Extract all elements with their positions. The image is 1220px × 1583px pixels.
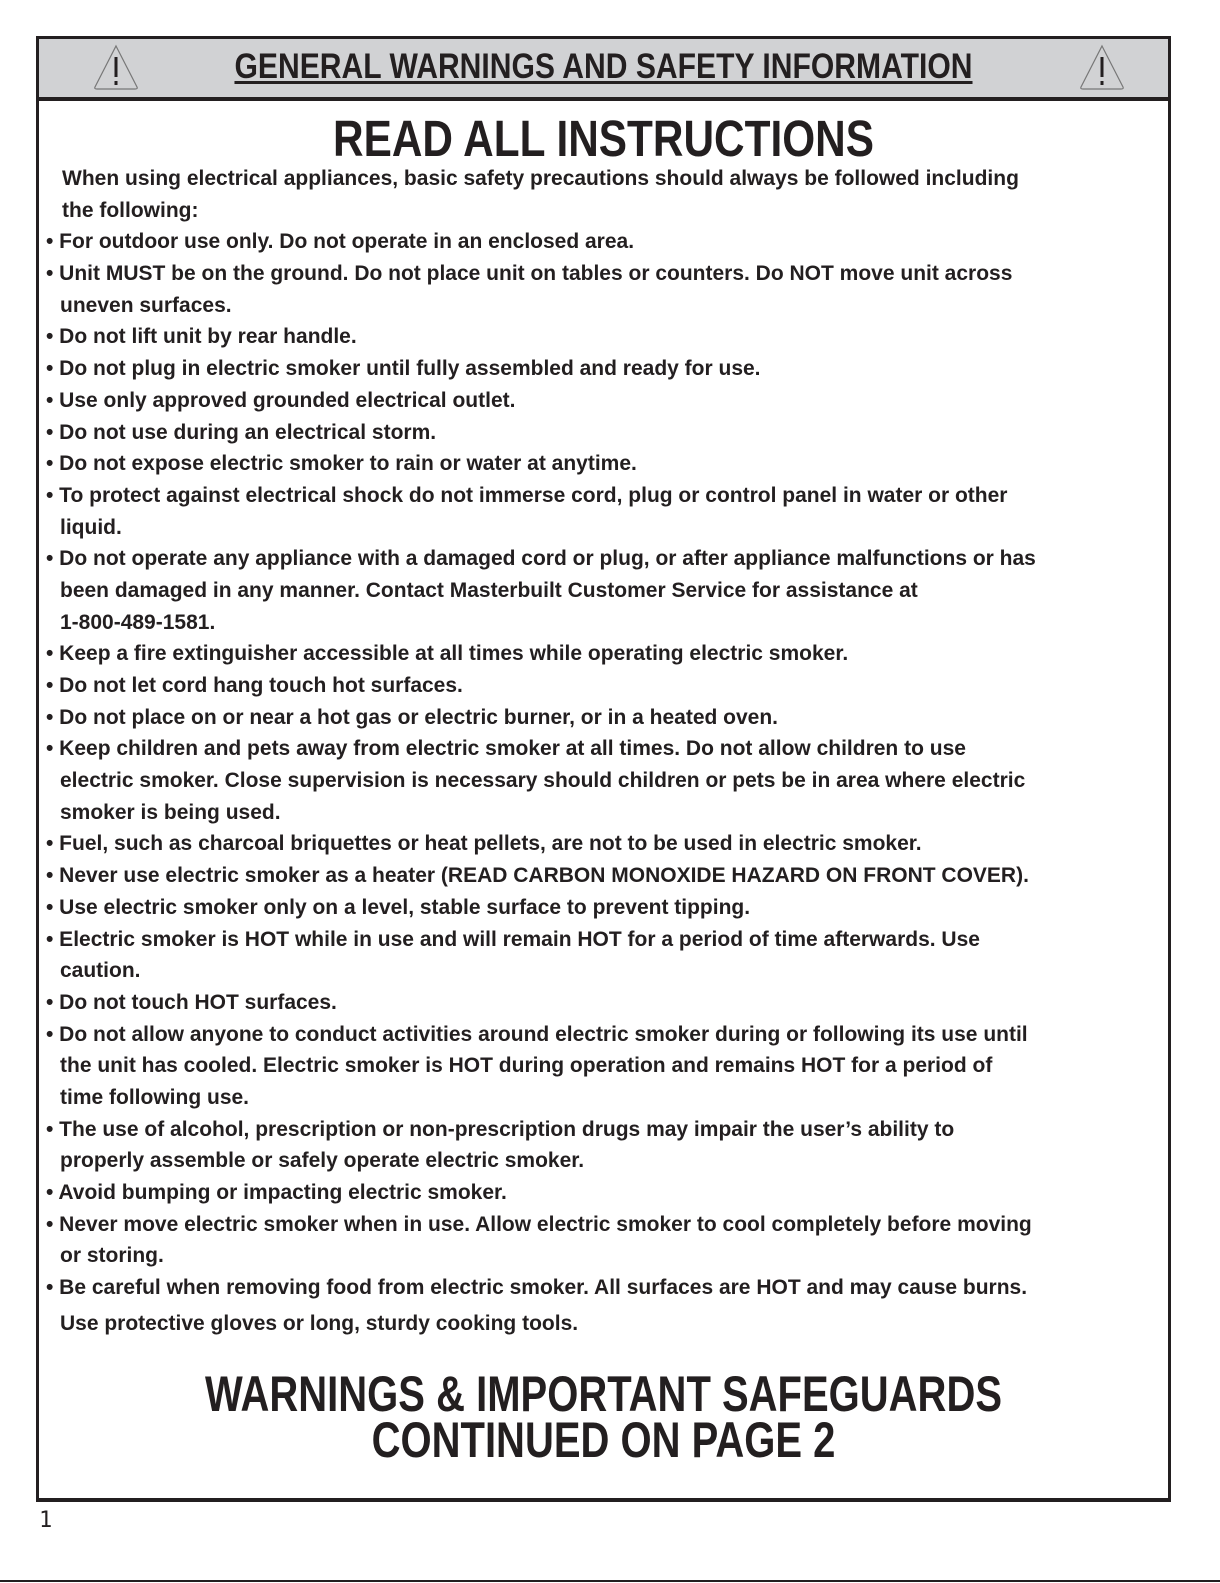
safety-item-line: the unit has cooled. Electric smoker is HOT during operation and remains HOT for a period of bbox=[60, 1054, 993, 1078]
safety-item-line: • Unit MUST be on the ground. Do not place unit on tables or counters. Do NOT move unit across bbox=[46, 262, 1013, 286]
safety-item-line: • Use electric smoker only on a level, stable surface to prevent tipping. bbox=[46, 895, 751, 919]
safety-item-line: time following use. bbox=[60, 1085, 250, 1109]
safety-item-line: • Do not touch HOT surfaces. bbox=[46, 990, 337, 1014]
safety-item-line: been damaged in any manner. Contact Masterbuilt Customer Service for assistance at bbox=[60, 578, 918, 602]
safety-item bbox=[46, 733, 1168, 828]
safety-item bbox=[46, 543, 1168, 638]
safety-item bbox=[46, 321, 1168, 353]
safety-item bbox=[46, 448, 1168, 480]
safety-item-line: smoker is being used. bbox=[60, 800, 281, 824]
safety-item bbox=[46, 828, 1168, 860]
safety-item bbox=[46, 860, 1168, 892]
warning-triangle-icon bbox=[1077, 43, 1127, 91]
safety-list bbox=[46, 163, 1168, 1339]
continued-notice-line: WARNINGS & IMPORTANT SAFEGUARDS bbox=[204, 1366, 1003, 1422]
safety-item-line: • Fuel, such as charcoal briquettes or heat pellets, are not to be used in electric smoker. bbox=[46, 832, 922, 856]
continued-notice bbox=[152, 1366, 1055, 1468]
safety-item bbox=[46, 385, 1168, 417]
safety-item-line: • Keep children and pets away from electric smoker at all times. Do not allow children to use bbox=[46, 737, 966, 761]
safety-item-line: liquid. bbox=[60, 515, 122, 539]
safety-item bbox=[46, 702, 1168, 734]
safety-item-line: • For outdoor use only. Do not operate in an enclosed area. bbox=[46, 230, 635, 254]
safety-item bbox=[46, 670, 1168, 702]
safety-item-line: 1-800-489-1581. bbox=[60, 610, 216, 634]
safety-item-line: • Be careful when removing food from electric smoker. All surfaces are HOT and may cause burns. bbox=[46, 1276, 1028, 1300]
safety-item-line: • Do not operate any appliance with a damaged cord or plug, or after appliance malfunctions or has bbox=[46, 547, 1036, 571]
safety-item-line: • To protect against electrical shock do not immerse cord, plug or control panel in water or other bbox=[46, 483, 1008, 507]
page-divider bbox=[0, 1580, 1220, 1582]
safety-item bbox=[46, 258, 1168, 321]
safety-item bbox=[46, 226, 1168, 258]
safety-item bbox=[46, 1019, 1168, 1114]
safety-item bbox=[46, 1272, 1168, 1339]
safety-item-line: • The use of alcohol, prescription or non-prescription drugs may impair the user’s ability to bbox=[46, 1117, 955, 1141]
safety-item bbox=[46, 1177, 1168, 1209]
safety-item-line: • Do not lift unit by rear handle. bbox=[46, 325, 357, 349]
safety-item-line: • Electric smoker is HOT while in use and will remain HOT for a period of time afterwards. Use bbox=[46, 927, 980, 951]
safety-item-line: • Use only approved grounded electrical outlet. bbox=[46, 388, 516, 412]
safety-item-line: • Never move electric smoker when in use. Allow electric smoker to cool completely before moving bbox=[46, 1212, 1032, 1236]
safety-item bbox=[46, 480, 1168, 543]
safety-item-line: • Do not plug in electric smoker until fully assembled and ready for use. bbox=[46, 357, 761, 381]
safety-item bbox=[46, 924, 1168, 987]
safety-item-line: or storing. bbox=[60, 1244, 164, 1268]
safety-item bbox=[46, 892, 1168, 924]
safety-item-line: electric smoker. Close supervision is necessary should children or pets be in area where electric bbox=[60, 769, 1026, 793]
safety-item-line: • Do not expose electric smoker to rain or water at anytime. bbox=[46, 452, 637, 476]
warnings-banner bbox=[39, 39, 1168, 101]
safety-item-line: • Do not use during an electrical storm. bbox=[46, 420, 437, 444]
safety-item-line: caution. bbox=[60, 959, 141, 983]
safety-item bbox=[46, 638, 1168, 670]
safety-item bbox=[46, 353, 1168, 385]
safety-item-line: uneven surfaces. bbox=[60, 293, 232, 317]
intro-line: the following: bbox=[62, 198, 199, 222]
safety-item-line: • Do not let cord hang touch hot surfaces. bbox=[46, 674, 463, 697]
safety-item-line: • Do not place on or near a hot gas or electric burner, or in a heated oven. bbox=[46, 705, 779, 729]
safety-item-line: • Do not allow anyone to conduct activities around electric smoker during or following its use until bbox=[46, 1022, 1028, 1046]
safety-item bbox=[46, 1114, 1168, 1177]
safety-item-line: • Keep a fire extinguisher accessible at all times while operating electric smoker. bbox=[46, 642, 849, 666]
page-title: READ ALL INSTRUCTIONS bbox=[333, 110, 874, 167]
safety-item-line: properly assemble or safely operate electric smoker. bbox=[60, 1149, 585, 1173]
safety-item-line: Use protective gloves or long, sturdy cooking tools. bbox=[60, 1311, 579, 1335]
safety-item-line: • Never use electric smoker as a heater (READ CARBON MONOXIDE HAZARD ON FRONT COVER). bbox=[46, 864, 1029, 888]
safety-item bbox=[46, 1209, 1168, 1272]
safety-item bbox=[46, 987, 1168, 1019]
banner-title: GENERAL WARNINGS AND SAFETY INFORMATION bbox=[234, 47, 973, 86]
safety-item-line: • Avoid bumping or impacting electric smoker. bbox=[46, 1181, 507, 1204]
warnings-box bbox=[36, 36, 1171, 1502]
safety-item bbox=[46, 417, 1168, 449]
continued-notice-line: CONTINUED ON PAGE 2 bbox=[371, 1412, 836, 1468]
page-number: 1 bbox=[39, 1508, 53, 1533]
intro-line: When using electrical appliances, basic safety precautions should always be followed including bbox=[62, 167, 1019, 190]
